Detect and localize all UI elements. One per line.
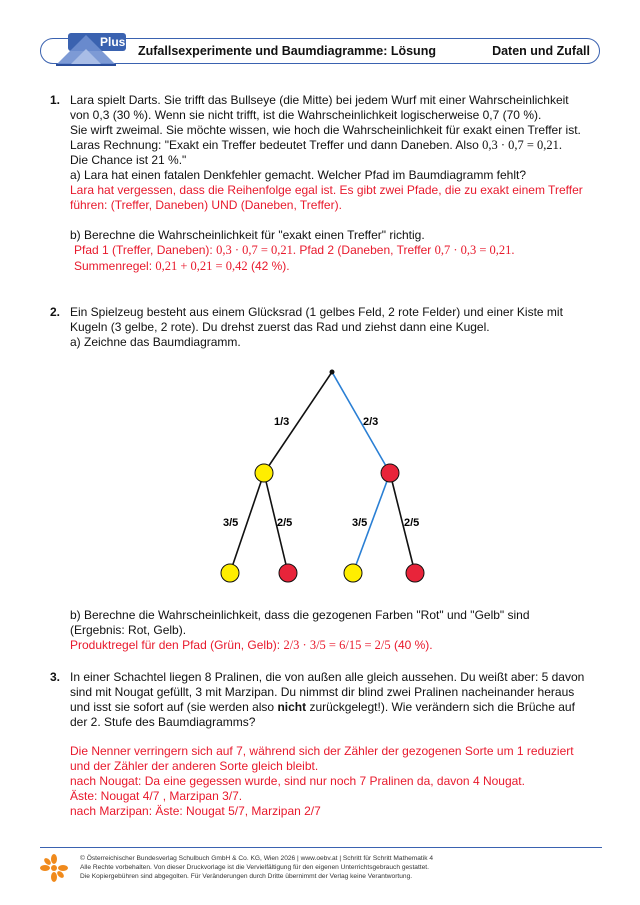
task3-text-line: der 2. Stufe des Baumdiagramms? xyxy=(70,715,256,729)
footer-line: © Österreichischer Bundesverlag Schulbuch GmbH & Co. KG, Wien 2026 | www.oebv.at | Schritt für Schritt Mathematik 4 xyxy=(80,855,434,862)
task3-text-line xyxy=(70,700,575,715)
task3-answer-line: und der Zähler der anderen Sorte gleich bleibt. xyxy=(70,759,319,773)
label-ll: 3/5 xyxy=(223,517,239,529)
node-red-level2 xyxy=(279,564,297,582)
label-right-branch: 2/3 xyxy=(363,416,379,428)
node-yellow-level2 xyxy=(221,564,239,582)
answer-b-sum-math: 0,21 + 0,21 = 0,42 xyxy=(155,259,248,273)
task1-answer-a-line: führen: (Treffer, Daneben) UND (Daneben, Treffer). xyxy=(70,198,342,212)
task3-answer-line: Die Nenner verringern sich auf 7, während sich der Zähler der gezogenen Sorte um 1 reduziert xyxy=(70,744,574,758)
task2-answer-tail: (40 %). xyxy=(390,638,433,652)
label-rl: 3/5 xyxy=(352,517,368,529)
task3-number: 3. xyxy=(50,670,61,684)
section-label: Daten und Zufall xyxy=(492,44,590,58)
task1-text-line: von 0,3 (30 %). Wenn sie nicht trifft, ist die Wahrscheinlichkeit logischerweise 0,7 (70 %). xyxy=(70,108,542,122)
task1-number: 1. xyxy=(50,93,61,107)
task1-answer-a-line: Lara hat vergessen, dass die Reihenfolge egal ist. Es gibt zwei Pfade, die zu exakt einem Treffer xyxy=(70,183,583,197)
answer-b-sum-tail: (42 %). xyxy=(247,259,290,273)
task1-answer-b-line2 xyxy=(74,259,290,274)
node-red-level1 xyxy=(381,464,399,482)
task1-chance: Die Chance ist 21 %." xyxy=(70,153,187,167)
calc-math: 0,3 · 0,7 = 0,21. xyxy=(482,138,563,152)
node-yellow-level1 xyxy=(255,464,273,482)
task3-answer-line: nach Marzipan: Äste: Nougat 5/7, Marzipan 2/7 xyxy=(70,804,321,818)
node-yellow-level2 xyxy=(344,564,362,582)
publisher-logo-icon xyxy=(40,854,68,882)
task2-answer-math: 2/3 · 3/5 = 6/15 = 2/5 xyxy=(283,638,391,652)
task1-calc-line xyxy=(70,138,562,153)
answer-b-path1-text: Pfad 1 (Treffer, Daneben): xyxy=(74,243,217,257)
task1-answer-b-line1 xyxy=(74,243,515,258)
footer-divider xyxy=(40,847,602,848)
answer-b-path2-math: 0,7 · 0,3 = 0,21. xyxy=(434,243,515,257)
task3-answer-line: nach Nougat: Da eine gegessen wurde, sind nur noch 7 Pralinen da, davon 4 Nougat. xyxy=(70,774,525,788)
tree-diagram xyxy=(180,360,470,590)
task2-answer xyxy=(70,638,433,653)
branch-root-right xyxy=(332,372,390,473)
answer-b-path2-text: Pfad 2 (Daneben, Treffer xyxy=(296,243,435,257)
answer-b-sum-text: Summenregel: xyxy=(74,259,156,273)
plus-logo xyxy=(52,31,132,71)
task3-answer-line: Äste: Nougat 4/7 , Marzipan 3/7. xyxy=(70,789,243,803)
task3-text-part: zurückgelegt!). Wie verändern sich die Brüche auf xyxy=(306,700,575,714)
task2-question-b: (Ergebnis: Rot, Gelb). xyxy=(70,623,187,637)
node-red-level2 xyxy=(406,564,424,582)
task2-question-a: a) Zeichne das Baumdiagramm. xyxy=(70,335,241,349)
task3-text-part: und isst sie sofort auf (sie werden also xyxy=(70,700,278,714)
label-lr: 2/5 xyxy=(277,517,293,529)
calc-text: Laras Rechnung: "Exakt ein Treffer bedeutet Treffer und dann Daneben. Also xyxy=(70,138,483,152)
task2-text-line: Kugeln (3 gelbe, 2 rote). Du drehst zuerst das Rad und ziehst dann eine Kugel. xyxy=(70,320,490,334)
root-node xyxy=(330,370,335,375)
task2-answer-text: Produktregel für den Pfad (Grün, Gelb): xyxy=(70,638,284,652)
page-title: Zufallsexperimente und Baumdiagramme: Lösung xyxy=(138,44,436,58)
label-rr: 2/5 xyxy=(404,517,420,529)
task3-text-line: sind mit Nougat gefüllt, 3 mit Marzipan. Du nimmst dir blind zwei Pralinen nacheinander heraus xyxy=(70,685,575,699)
task1-question-a: a) Lara hat einen fatalen Denkfehler gemacht. Welcher Pfad im Baumdiagramm fehlt? xyxy=(70,168,527,182)
task2-question-b: b) Berechne die Wahrscheinlichkeit, dass die gezogenen Farben "Rot" und "Gelb" sind xyxy=(70,608,530,622)
task1-question-b: b) Berechne die Wahrscheinlichkeit für "exakt einen Treffer" richtig. xyxy=(70,228,425,242)
footer-line: Alle Rechte vorbehalten. Von dieser Druckvorlage ist die Vervielfältigung für den eigenen Unterrichtsgebrauch gestattet. xyxy=(80,864,429,871)
task1-text-line: Lara spielt Darts. Sie trifft das Bullseye (die Mitte) bei jedem Wurf mit einer Wahrscheinlichkeit xyxy=(70,93,569,107)
label-left-branch: 1/3 xyxy=(274,416,290,428)
footer-line: Die Kopiergebühren sind abgegolten. Für Veränderungen durch Dritte übernimmt der Verlag keine Verantwortung. xyxy=(80,873,413,880)
task3-emphasis: nicht xyxy=(277,700,307,714)
task2-number: 2. xyxy=(50,305,61,319)
answer-b-path1-math: 0,3 · 0,7 = 0,21. xyxy=(216,243,297,257)
task1-text-line: Sie wirft zweimal. Sie möchte wissen, wie hoch die Wahrscheinlichkeit für exakt einen Treffer ist. xyxy=(70,123,581,137)
task2-text-line: Ein Spielzeug besteht aus einem Glücksrad (1 gelbes Feld, 2 rote Felder) und einer Kiste mit xyxy=(70,305,563,319)
logo-text: Plus xyxy=(100,35,126,49)
task3-text-line: In einer Schachtel liegen 8 Pralinen, die von außen alle gleich aussehen. Du weißt aber: 5 davon xyxy=(70,670,585,684)
